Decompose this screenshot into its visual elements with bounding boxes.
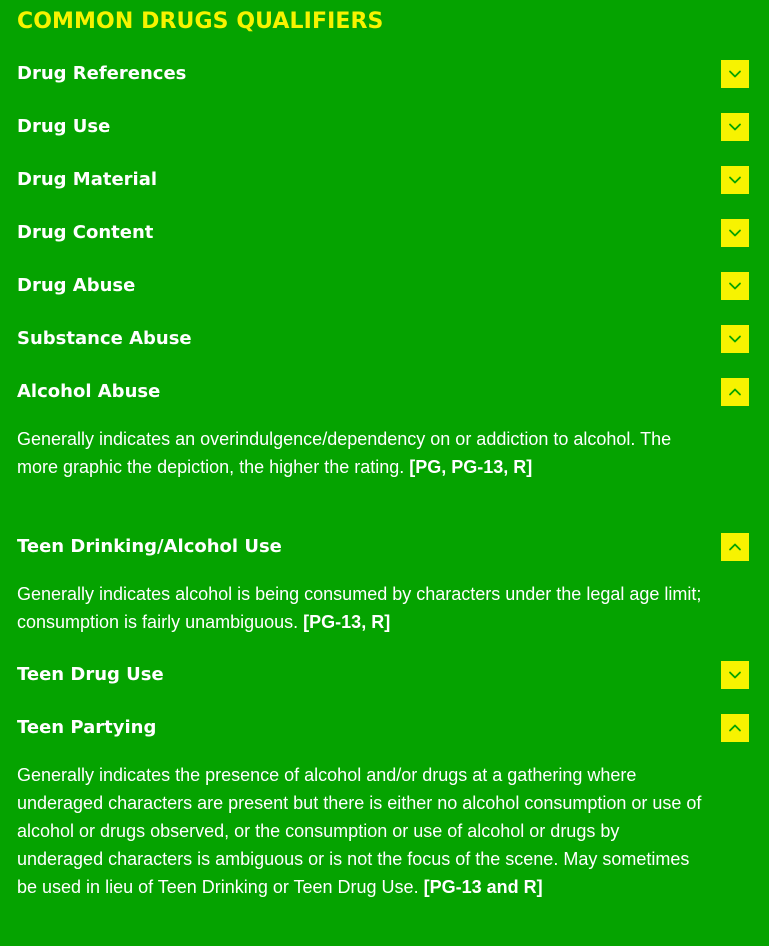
accordion-item-label[interactable]: Teen Drug Use xyxy=(17,664,164,685)
chevron-down-icon xyxy=(727,119,743,135)
description-text: Generally indicates the presence of alcohol and/or drugs at a gathering where underaged characters are present but there is either no alcohol consumption or use of alcohol or drugs observed, or the consumption or use of alcohol or drugs by underaged characters is ambiguous or is not the focus of the scene. May sometimes be used in lieu of Teen Drinking or Teen Drug Use. xyxy=(17,765,702,897)
accordion-item-label[interactable]: Teen Partying xyxy=(17,717,157,738)
accordion-item-description xyxy=(17,425,702,481)
accordion-item-label[interactable]: Alcohol Abuse xyxy=(17,381,161,402)
rating-list: [PG-13, R] xyxy=(303,612,391,632)
accordion-item-label[interactable]: Drug References xyxy=(17,63,187,84)
chevron-down-icon xyxy=(727,331,743,347)
accordion-item-label[interactable]: Drug Use xyxy=(17,116,111,137)
expand-toggle-button[interactable] xyxy=(721,661,749,689)
rating-list: [PG, PG-13, R] xyxy=(409,457,533,477)
accordion-item-label[interactable]: Drug Content xyxy=(17,222,154,243)
chevron-down-icon xyxy=(727,278,743,294)
expand-toggle-button[interactable] xyxy=(721,219,749,247)
accordion-item-description xyxy=(17,580,702,636)
expand-toggle-button[interactable] xyxy=(721,60,749,88)
rating-list: [PG-13 and R] xyxy=(423,877,543,897)
accordion-item-teen-partying[interactable] xyxy=(0,714,769,754)
chevron-up-icon xyxy=(727,539,743,555)
accordion-item-drug-references[interactable] xyxy=(0,60,769,100)
accordion-item-substance-abuse[interactable] xyxy=(0,325,769,365)
chevron-down-icon xyxy=(727,66,743,82)
accordion-item-label[interactable]: Drug Material xyxy=(17,169,158,190)
collapse-toggle-button[interactable] xyxy=(721,714,749,742)
accordion-item-drug-material[interactable] xyxy=(0,166,769,206)
expand-toggle-button[interactable] xyxy=(721,166,749,194)
collapse-toggle-button[interactable] xyxy=(721,378,749,406)
expand-toggle-button[interactable] xyxy=(721,325,749,353)
accordion-item-drug-content[interactable] xyxy=(0,219,769,259)
accordion-item-alcohol-abuse[interactable] xyxy=(0,378,769,418)
accordion-item-description xyxy=(17,761,702,901)
chevron-up-icon xyxy=(727,384,743,400)
description-text: Generally indicates alcohol is being consumed by characters under the legal age limit; consumption is fairly unambiguous. xyxy=(17,584,702,632)
accordion-item-label[interactable]: Teen Drinking/Alcohol Use xyxy=(17,536,282,557)
accordion-item-label[interactable]: Substance Abuse xyxy=(17,328,192,349)
description-text: Generally indicates an overindulgence/dependency on or addiction to alcohol. The more graphic the depiction, the higher the rating. xyxy=(17,429,672,477)
accordion-item-drug-abuse[interactable] xyxy=(0,272,769,312)
expand-toggle-button[interactable] xyxy=(721,272,749,300)
chevron-up-icon xyxy=(727,720,743,736)
page-title: COMMON DRUGS QUALIFIERS xyxy=(17,9,384,34)
chevron-down-icon xyxy=(727,172,743,188)
accordion-item-teen-drug-use[interactable] xyxy=(0,661,769,701)
accordion-item-teen-drinking-alcohol-use[interactable] xyxy=(0,533,769,573)
accordion-item-label[interactable]: Drug Abuse xyxy=(17,275,136,296)
chevron-down-icon xyxy=(727,667,743,683)
chevron-down-icon xyxy=(727,225,743,241)
expand-toggle-button[interactable] xyxy=(721,113,749,141)
collapse-toggle-button[interactable] xyxy=(721,533,749,561)
accordion-item-drug-use[interactable] xyxy=(0,113,769,153)
